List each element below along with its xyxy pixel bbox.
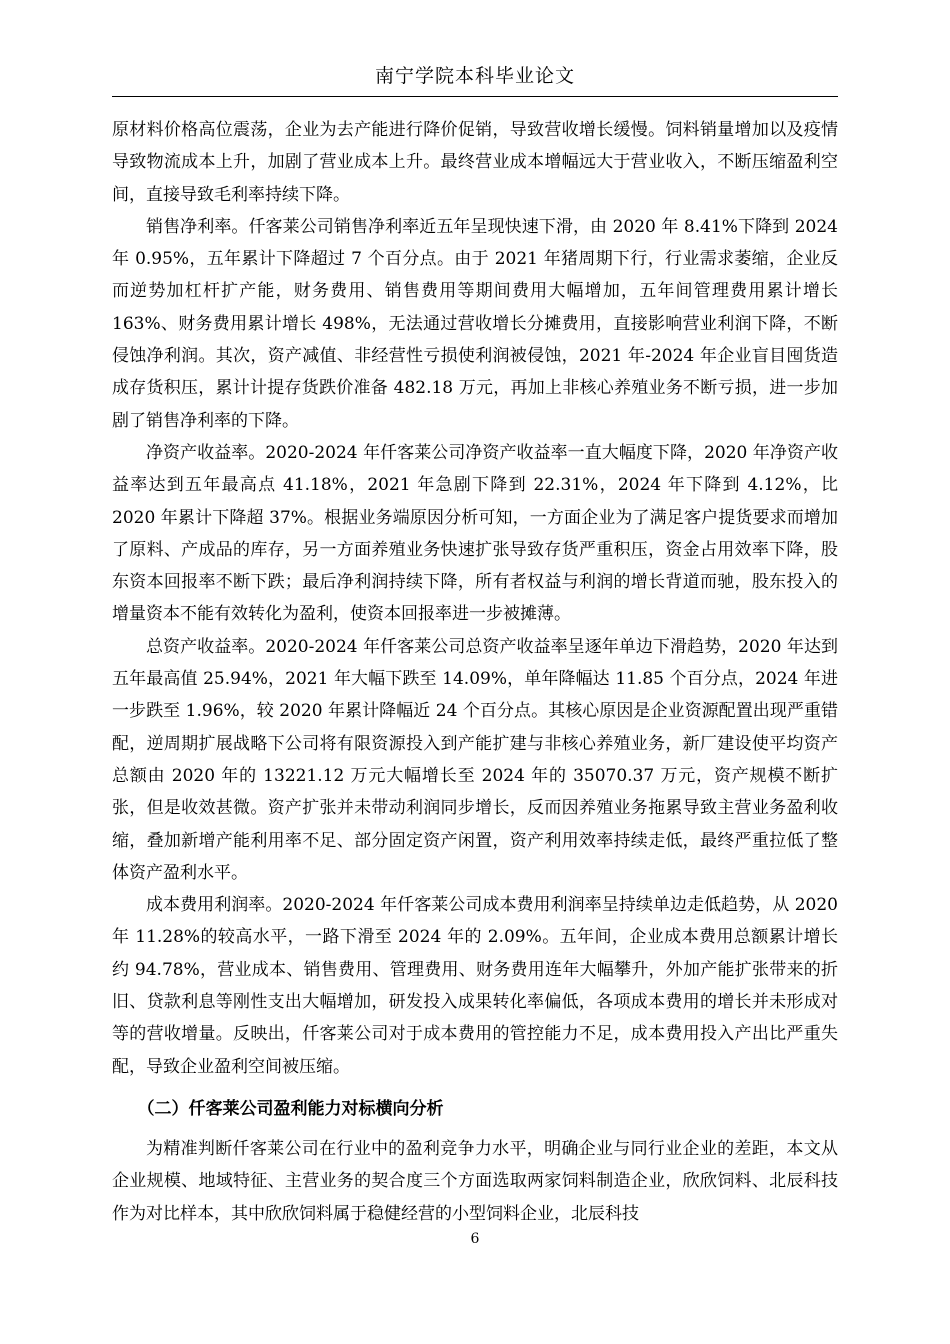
running-header: 南宁学院本科毕业论文	[374, 65, 575, 87]
page-number: 6	[470, 1231, 480, 1247]
body-paragraph-roe: 净资产收益率。2020-2024 年仟客莱公司净资产收益率一直大幅度下降，2020 年净资产收益率达到五年最高点 41.18%，2021 年急剧下降到 22.31%，2024 年下降到 4.12%，比 2020 年累计下降超 37%。根据业务端原因分析可知，一方面企业为了满足客户提货要求而增加了原料、产成品的库存，另一方面养殖业务快速扩张导致存货严重积压，资金占用效率下降，股东资本回报率不断下跌；最后净利润持续下降，所有者权益与利润的增长背道而驰，股东投入的增量资本不能有效转化为盈利，使资本回报率进一步被摊薄。	[112, 442, 838, 625]
body-paragraph-benchmark-intro: 为精准判断仟客莱公司在行业中的盈利竞争力水平，明确企业与同行业企业的差距，本文从企业规模、地域特征、主营业务的契合度三个方面选取两家饲料制造企业，欣欣饲料、北辰科技作为对比样本，其中欣欣饲料属于稳健经营的小型饲料企业，北辰科技	[112, 1138, 838, 1224]
page-body	[112, 114, 838, 1230]
section-heading: （二）仟客莱公司盈利能力对标横向分析	[137, 1098, 444, 1119]
body-paragraph-roa: 总资产收益率。2020-2024 年仟客莱公司总资产收益率呈逐年单边下滑趋势，2020 年达到五年最高值 25.94%，2021 年大幅下跌至 14.09%，单年降幅达 11.85 个百分点，2024 年进一步跌至 1.96%，较 2020 年累计降幅近 24 个百分点。其核心原因是企业资源配置出现严重错配，逆周期扩展战略下公司将有限资源投入到产能扩建与非核心养殖业务，新厂建设使平均资产总额由 2020 年的 13221.12 万元大幅增长至 2024 年的 35070.37 万元，资产规模不断扩张，但是收效甚微。资产扩张并未带动利润同步增长，反而因养殖业务拖累导致主营业务盈利收缩，叠加新增产能利用率不足、部分固定资产闲置，资产利用效率持续走低，最终严重拉低了整体资产盈利水平。	[112, 636, 838, 883]
body-paragraph-continued: 原材料价格高位震荡，企业为去产能进行降价促销，导致营收增长缓慢。饲料销量增加以及疫情导致物流成本上升，加剧了营业成本上升。最终营业成本增幅远大于营业收入，不断压缩盈利空间，直接导致毛利率持续下降。	[112, 120, 838, 205]
header-rule	[112, 96, 838, 97]
body-paragraph-net-profit-margin: 销售净利率。仟客莱公司销售净利率近五年呈现快速下滑，由 2020 年 8.41%下降到 2024 年 0.95%，五年累计下降超过 7 个百分点。由于 2021 年猪周期下行，行业需求萎缩，企业反而逆势加杠杆扩产能，财务费用、销售费用等期间费用大幅增加，五年间管理费用累计增长 163%、财务费用累计增长 498%，无法通过营收增长分摊费用，直接影响营业利润下降，不断侵蚀净利润。其次，资产减值、非经营性亏损使利润被侵蚀，2021 年-2024 年企业盲目囤货造成存货积压，累计计提存货跌价准备 482.18 万元，再加上非核心养殖业务不断亏损，进一步加剧了销售净利率的下降。	[112, 216, 838, 431]
body-paragraph-cost-profit-ratio: 成本费用利润率。2020-2024 年仟客莱公司成本费用利润率呈持续单边走低趋势，从 2020 年 11.28%的较高水平，一路下滑至 2024 年的 2.09%。五年间，企业成本费用总额累计增长约 94.78%，营业成本、销售费用、管理费用、财务费用连年大幅攀升，外加产能扩张带来的折旧、贷款利息等刚性支出大幅增加，研发投入成果转化率偏低，各项成本费用的增长并未形成对等的营收增量。反映出，仟客莱公司对于成本费用的管控能力不足，成本费用投入产出比严重失配，导致企业盈利空间被压缩。	[112, 895, 839, 1077]
